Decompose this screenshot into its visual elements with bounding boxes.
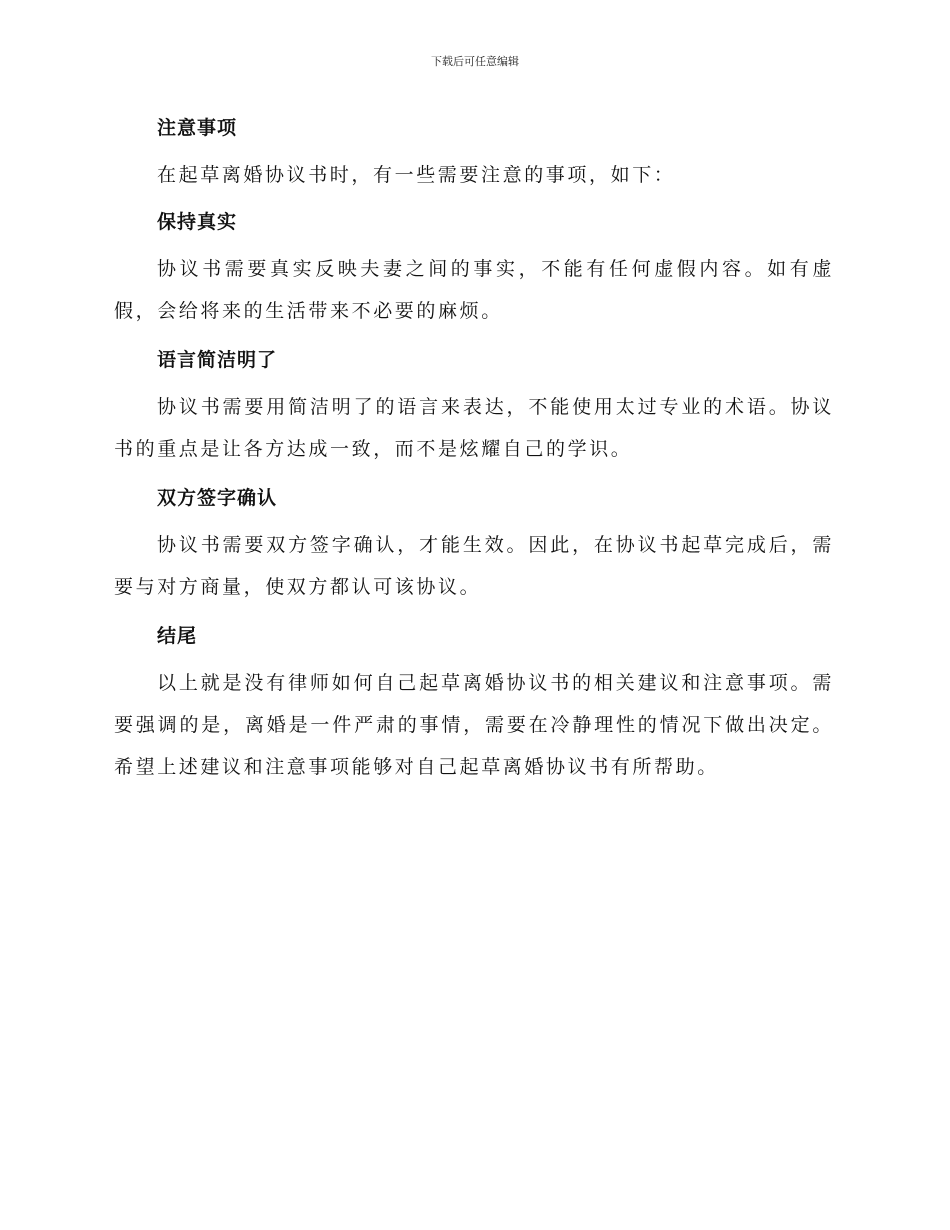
section-heading-signatures: 双方签字确认: [157, 487, 278, 509]
section-paragraph-conclusion: 以上就是没有律师如何自己起草离婚协议书的相关建议和注意事项。需要强调的是，离婚是一件严肃的事情，需要在冷静理性的情况下做出决定。希望上述建议和注意事项能够对自己起草离婚协议书有所帮助。: [114, 672, 834, 778]
section-heading-concise: 语言简洁明了: [157, 349, 278, 371]
section-paragraph-signatures: 协议书需要双方签字确认，才能生效。因此，在协议书起草完成后，需要与对方商量，使双方都认可该协议。: [114, 534, 834, 598]
section-paragraph-notes: 在起草离婚协议书时，有一些需要注意的事项，如下：: [157, 164, 676, 186]
section-heading-truthful: 保持真实: [157, 211, 238, 233]
page-header: 下载后可任意编辑: [431, 55, 519, 68]
section-heading-conclusion: 结尾: [157, 625, 198, 647]
section-heading-notes: 注意事项: [157, 117, 238, 139]
section-paragraph-concise: 协议书需要用简洁明了的语言来表达，不能使用太过专业的术语。协议书的重点是让各方达成一致，而不是炫耀自己的学识。: [114, 396, 834, 460]
section-paragraph-truthful: 协议书需要真实反映夫妻之间的事实，不能有任何虚假内容。如有虚假，会给将来的生活带来不必要的麻烦。: [114, 258, 834, 322]
document-body: [114, 110, 834, 788]
